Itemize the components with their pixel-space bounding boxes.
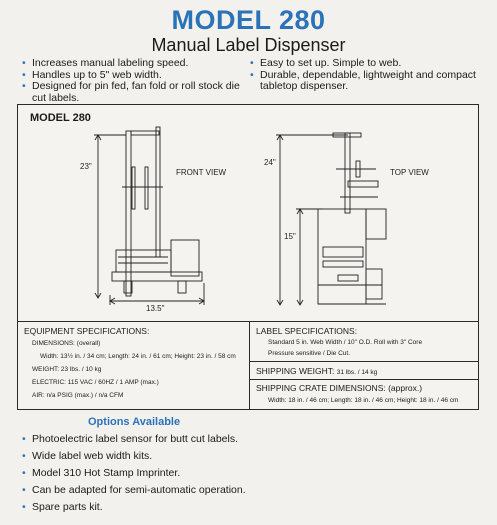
front-height-dim: 23" (80, 162, 92, 171)
equipment-specs-heading: EQUIPMENT SPECIFICATIONS: (24, 326, 150, 336)
feature-item: • Designed for pin fed, fan fold or roll stock die cut labels. (22, 81, 242, 104)
page-title: MODEL 280 (171, 5, 326, 35)
side-mast (345, 133, 350, 213)
options-list (22, 433, 246, 518)
front-base (116, 250, 171, 272)
feature-list-left (22, 58, 242, 104)
shipping-weight-value: 31 lbs. / 14 kg (336, 369, 378, 376)
crate-dimensions-heading: SHIPPING CRATE DIMENSIONS: (approx.) (256, 383, 423, 393)
option-item: • Photoelectric label sensor for butt cut labels. (22, 433, 246, 450)
specifications-table (17, 322, 479, 410)
feature-item: • Durable, dependable, lightweight and compact tabletop dispenser. (250, 70, 480, 93)
electric-value: ELECTRIC: 115 VAC / 60HZ / 1 AMP (max.) (32, 379, 159, 386)
page-subtitle: Manual Label Dispenser (151, 35, 346, 55)
label-spec-line: Pressure sensitive / Die Cut. (268, 350, 351, 357)
front-reel-flange (132, 167, 135, 209)
divider (250, 361, 478, 362)
equipment-specs (18, 322, 250, 409)
label-spec-line: Standard 5 in. Web Width / 10" O.D. Roll with 3" Core (268, 339, 423, 346)
front-view-label: FRONT VIEW (176, 168, 227, 177)
divider (250, 379, 478, 380)
feature-item: • Handles up to 5" web width. (22, 70, 242, 82)
option-item: • Spare parts kit. (22, 501, 246, 518)
side-height-dim: 24" (264, 158, 276, 167)
top-view-label: TOP VIEW (390, 168, 429, 177)
feature-list-right (250, 58, 480, 93)
front-width-dim: 13.5" (146, 304, 165, 313)
dimensions-value: Width: 13½ in. / 34 cm; Length: 24 in. / 61 cm; Height: 23 in. / 58 cm (40, 353, 236, 360)
option-item: • Wide label web width kits. (22, 450, 246, 467)
option-item: • Can be adapted for semi-automatic operation. (22, 484, 246, 501)
feature-item: • Easy to set up. Simple to web. (250, 58, 480, 70)
diagram-label: MODEL 280 (30, 112, 91, 124)
feature-item: • Increases manual labeling speed. (22, 58, 242, 70)
weight-value: WEIGHT: 23 lbs. / 10 kg (32, 366, 102, 373)
label-specs (250, 322, 478, 409)
diagram-panel (17, 104, 479, 322)
shipping-weight-heading (256, 366, 377, 377)
option-item: • Model 310 Hot Stamp Imprinter. (22, 467, 246, 484)
dimensions-label: DIMENSIONS: (overall) (32, 340, 101, 347)
label-specs-heading: LABEL SPECIFICATIONS: (256, 326, 358, 336)
crate-dimensions-value: Width: 18 in. / 46 cm; Length: 18 in. / 46 cm; Height: 18 in. / 46 cm (268, 397, 459, 404)
dispenser-drawing (18, 105, 480, 323)
options-title: Options Available (88, 416, 181, 428)
side-body (318, 209, 366, 304)
side-inner-height-dim: 15" (284, 232, 296, 241)
shipping-weight-label: SHIPPING WEIGHT: (256, 366, 335, 376)
air-value: AIR: n/a PSIG (max.) / n/a CFM (32, 392, 124, 399)
front-mast (126, 131, 131, 296)
